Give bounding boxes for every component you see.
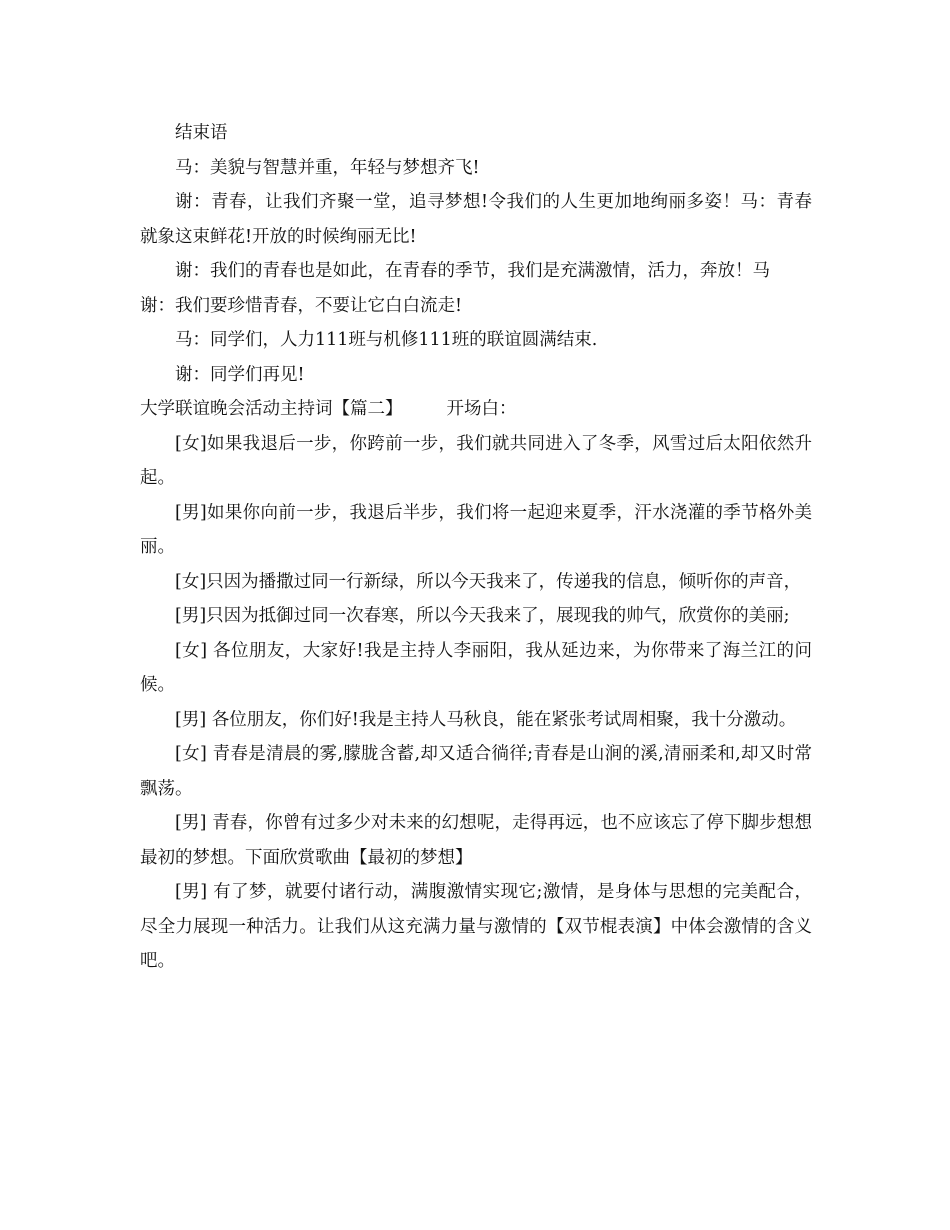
document-body xyxy=(140,116,812,979)
closing-paragraph-1: 马：美貌与智慧并重，年轻与梦想齐飞! xyxy=(175,157,480,178)
closing-paragraph-2: 谢：青春，让我们齐聚一堂，追寻梦想!令我们的人生更加地绚丽多姿！马：青春就象这束鲜花!开放的时候绚丽无比! xyxy=(140,192,812,247)
section2-paragraph-4: [男]只因为抵御过同一次春寒，所以今天我来了，展现我的帅气，欣赏你的美丽; xyxy=(175,606,790,626)
closing-paragraph-6: 谢：同学们再见! xyxy=(175,364,305,385)
closing-paragraph-4: 谢：我们要珍惜青春，不要让它白白流走! xyxy=(140,295,463,316)
closing-paragraph-5: 马：同学们，人力111班与机修111班的联谊圆满结束. xyxy=(175,330,598,350)
closing-paragraph-3: 谢：我们的青春也是如此，在青春的季节，我们是充满激情，活力，奔放！马 xyxy=(175,261,770,281)
section2-paragraph-5: [女] 各位朋友，大家好!我是主持人李丽阳，我从延边来，为你带来了海兰江的问候。 xyxy=(140,640,812,695)
section2-paragraph-8: [男] 青春，你曾有过多少对未来的幻想呢，走得再远，也不应该忘了停下脚步想想最初的梦想。下面欣赏歌曲【最初的梦想】 xyxy=(140,813,812,868)
section-heading: 大学联谊晚会活动主持词【篇二】 xyxy=(140,399,403,419)
closing-title: 结束语 xyxy=(175,123,228,143)
section-subheading: 开场白： xyxy=(446,399,517,419)
section2-paragraph-1: [女]如果我退后一步，你跨前一步，我们就共同进入了冬季，风雪过后太阳依然升起。 xyxy=(140,433,812,488)
section2-paragraph-6: [男] 各位朋友，你们好!我是主持人马秋良，能在紧张考试周相聚，我十分激动。 xyxy=(175,709,797,730)
section2-paragraph-7: [女] 青春是清晨的雾,朦胧含蓄,却又适合徜徉;青春是山涧的溪,清丽柔和,却又时常飘荡。 xyxy=(140,744,812,799)
section2-paragraph-2: [男]如果你向前一步，我退后半步，我们将一起迎来夏季，汗水浇灌的季节格外美丽。 xyxy=(140,502,812,557)
section2-paragraph-3: [女]只因为播撒过同一行新绿，所以今天我来了，传递我的信息，倾听你的声音， xyxy=(175,571,802,592)
section2-paragraph-9: [男] 有了梦，就要付诸行动，满腹激情实现它;激情，是身体与思想的完美配合，尽全力展现一种活力。让我们从这充满力量与激情的【双节棍表演】中体会激情的含义吧。 xyxy=(140,882,812,971)
section-heading-line xyxy=(140,392,812,427)
